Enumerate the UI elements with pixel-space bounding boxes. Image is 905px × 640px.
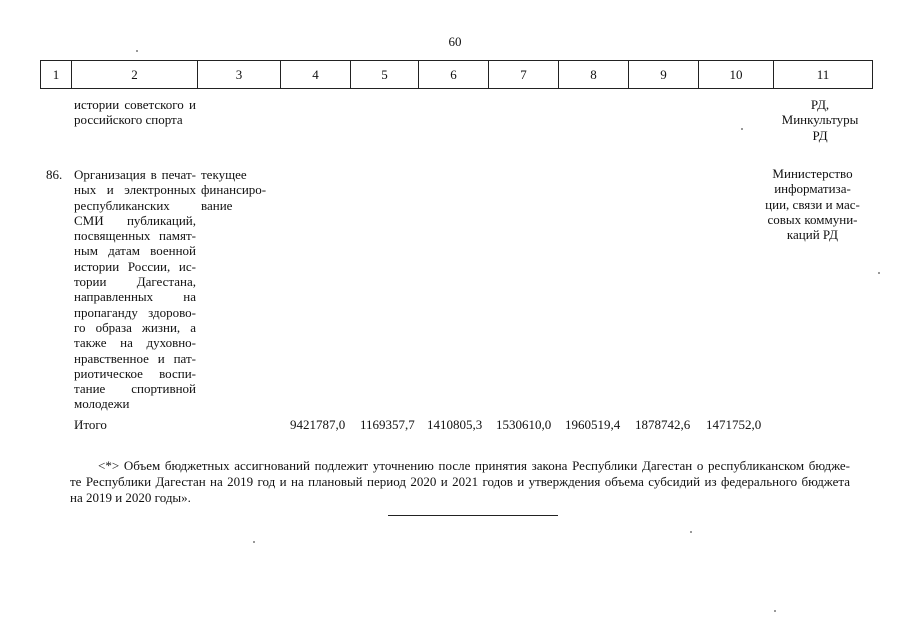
column-header: 1 — [41, 61, 72, 89]
total-value: 9421787,0 — [290, 417, 346, 432]
text-line: тории Дагестана, — [74, 274, 196, 290]
column-header: 9 — [629, 61, 699, 89]
row-86-financing — [201, 167, 281, 213]
text-line: пропаганду здорово- — [74, 304, 196, 320]
text-line: молодежи — [74, 396, 130, 412]
text-line: тание спортивной — [74, 381, 196, 397]
column-header: 2 — [72, 61, 198, 89]
column-header: 10 — [699, 61, 774, 89]
column-header: 5 — [351, 61, 419, 89]
text-line: совых коммуни- — [767, 211, 858, 227]
text-line: каций РД — [786, 227, 839, 243]
total-value: 1169357,7 — [360, 417, 415, 432]
column-header-row — [40, 60, 873, 89]
column-header: 4 — [281, 61, 351, 89]
scan-speck — [741, 128, 743, 130]
row-86-description — [74, 167, 196, 412]
text-line: истории России, ис- — [74, 258, 196, 274]
text-line: ным датам военной — [74, 243, 196, 259]
total-label: Итого — [74, 417, 107, 432]
text-line: информатиза- — [774, 181, 851, 197]
text-line: ции, связи и мас- — [765, 196, 860, 212]
total-value: 1471752,0 — [706, 417, 762, 432]
scan-speck — [136, 50, 138, 52]
scan-speck — [878, 272, 880, 274]
text-line: посвященных памят- — [74, 228, 196, 244]
text-line: финансиро- — [201, 182, 267, 198]
text-line: ных и электронных — [74, 182, 196, 198]
column-header: 6 — [419, 61, 489, 89]
text-line: Минкультуры — [781, 112, 859, 128]
continued-row-executor — [770, 97, 870, 143]
row-86-executor — [755, 166, 870, 242]
scan-speck — [253, 541, 255, 543]
column-header: 3 — [198, 61, 281, 89]
text-line: Организация в печат- — [74, 167, 196, 182]
scan-speck — [774, 610, 776, 612]
total-value: 1878742,6 — [635, 417, 691, 432]
text-line: также на духовно- — [74, 335, 196, 351]
column-header: 8 — [559, 61, 629, 89]
page-number: 60 — [448, 34, 462, 49]
total-value: 1530610,0 — [496, 417, 552, 432]
footnote-line: те Республики Дагестан на 2019 год и на плановый период 2020 и 2021 годов и утверждения объема субсидий из федерального бюджета — [70, 473, 850, 489]
text-line: республиканских — [74, 197, 170, 213]
text-line: РД — [812, 127, 828, 143]
column-header: 11 — [774, 61, 873, 89]
total-value: 1410805,3 — [427, 417, 483, 432]
text-line: го образа жизни, а — [74, 319, 196, 335]
total-value: 1960519,4 — [565, 417, 621, 432]
text-line: российского спорта — [74, 112, 183, 128]
row-number: 86. — [46, 167, 63, 182]
continued-row-description — [74, 97, 196, 128]
footnote — [70, 458, 850, 505]
closing-rule — [388, 515, 558, 516]
text-line: Министерство — [772, 166, 853, 181]
text-line: истории советского и — [74, 97, 196, 112]
text-line: СМИ публикаций, — [74, 212, 196, 228]
footnote-line: <*> Объем бюджетных ассигнований подлежит уточнению после принятия закона Республики Дагестан о республиканском бюдже- — [98, 458, 850, 473]
footnote-line: на 2019 и 2020 годы». — [70, 489, 191, 505]
text-line: РД, — [810, 97, 830, 112]
text-line: нравственное и пат- — [74, 350, 196, 366]
scan-speck — [690, 531, 692, 533]
text-line: текущее — [201, 167, 247, 182]
column-header: 7 — [489, 61, 559, 89]
text-line: вание — [201, 197, 233, 213]
text-line: риотическое воспи- — [74, 365, 196, 381]
text-line: направленных на — [74, 289, 196, 305]
